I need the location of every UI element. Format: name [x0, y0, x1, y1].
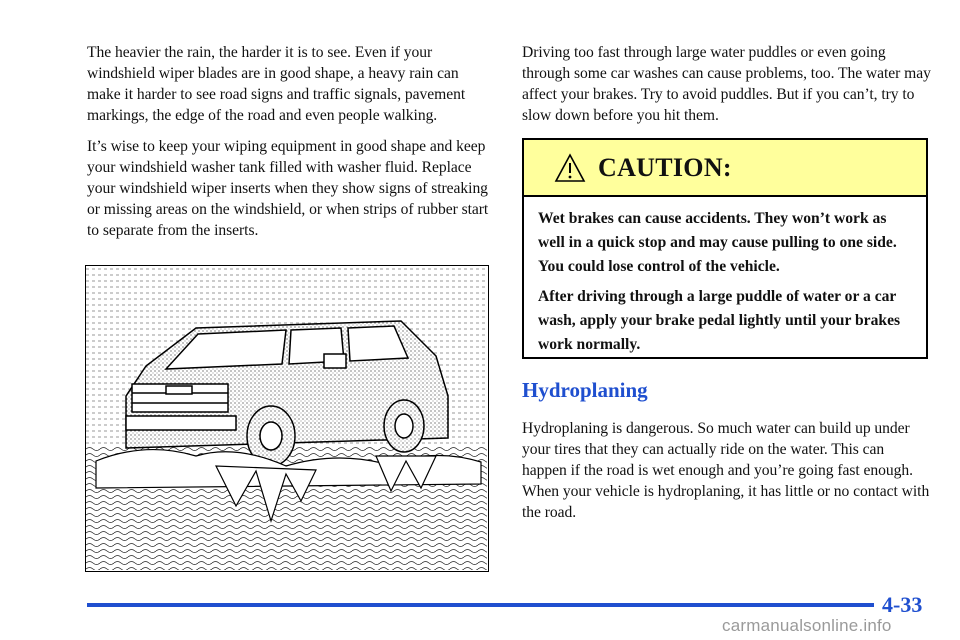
caution-title: CAUTION:	[598, 152, 732, 182]
suv-illustration-svg	[86, 266, 487, 570]
watermark: carmanualsonline.info	[722, 616, 892, 635]
paragraph-rain-visibility: The heavier the rain, the harder it is to see. Even if your windshield wiper blades are in good shape, a heavy rain can make it harder to see road signs and traffic signals, pavement markings, the edge of the road and even people walking.	[87, 44, 466, 124]
paragraph-wiper-maintenance: It’s wise to keep your wiping equipment in good shape and keep your windshield washer tank filled with washer fluid. Replace your windshield wiper inserts when they show signs of streaking or missing areas on the windshield, or when strips of rubber start to separate from the inserts.	[87, 138, 489, 239]
page-number: 4-33	[882, 592, 923, 617]
paragraph-puddles: Driving too fast through large water puddles or even going through some car washes can cause problems, too. The water may affect your brakes. Try to avoid puddles. But if you can’t, try to slow down before you hit them.	[522, 44, 931, 124]
caution-body	[524, 197, 926, 357]
paragraph-hydroplaning: Hydroplaning is dangerous. So much water can build up under your tires that they can actually ride on the water. This can happen if the road is wet enough and you’re going fast enough. When your vehicle is hydroplaning, it has little or no contact with the road.	[522, 420, 930, 521]
warning-triangle-icon	[554, 153, 586, 183]
caution-text-wet-brakes: Wet brakes can cause accidents. They won’t work as well in a quick stop and may cause pulling to one side. You could lose control of the vehicle.	[538, 210, 897, 275]
left-column	[87, 42, 492, 251]
caution-box	[522, 138, 928, 359]
section-heading-hydroplaning: Hydroplaning	[522, 378, 648, 402]
hydroplaning-section	[522, 418, 932, 533]
caution-header	[524, 140, 926, 197]
right-column	[522, 42, 932, 136]
caution-text-apply-brake: After driving through a large puddle of water or a car wash, apply your brake pedal lightly until your brakes work normally.	[538, 288, 901, 353]
suv-water-illustration	[85, 265, 489, 572]
footer-rule	[87, 603, 874, 607]
